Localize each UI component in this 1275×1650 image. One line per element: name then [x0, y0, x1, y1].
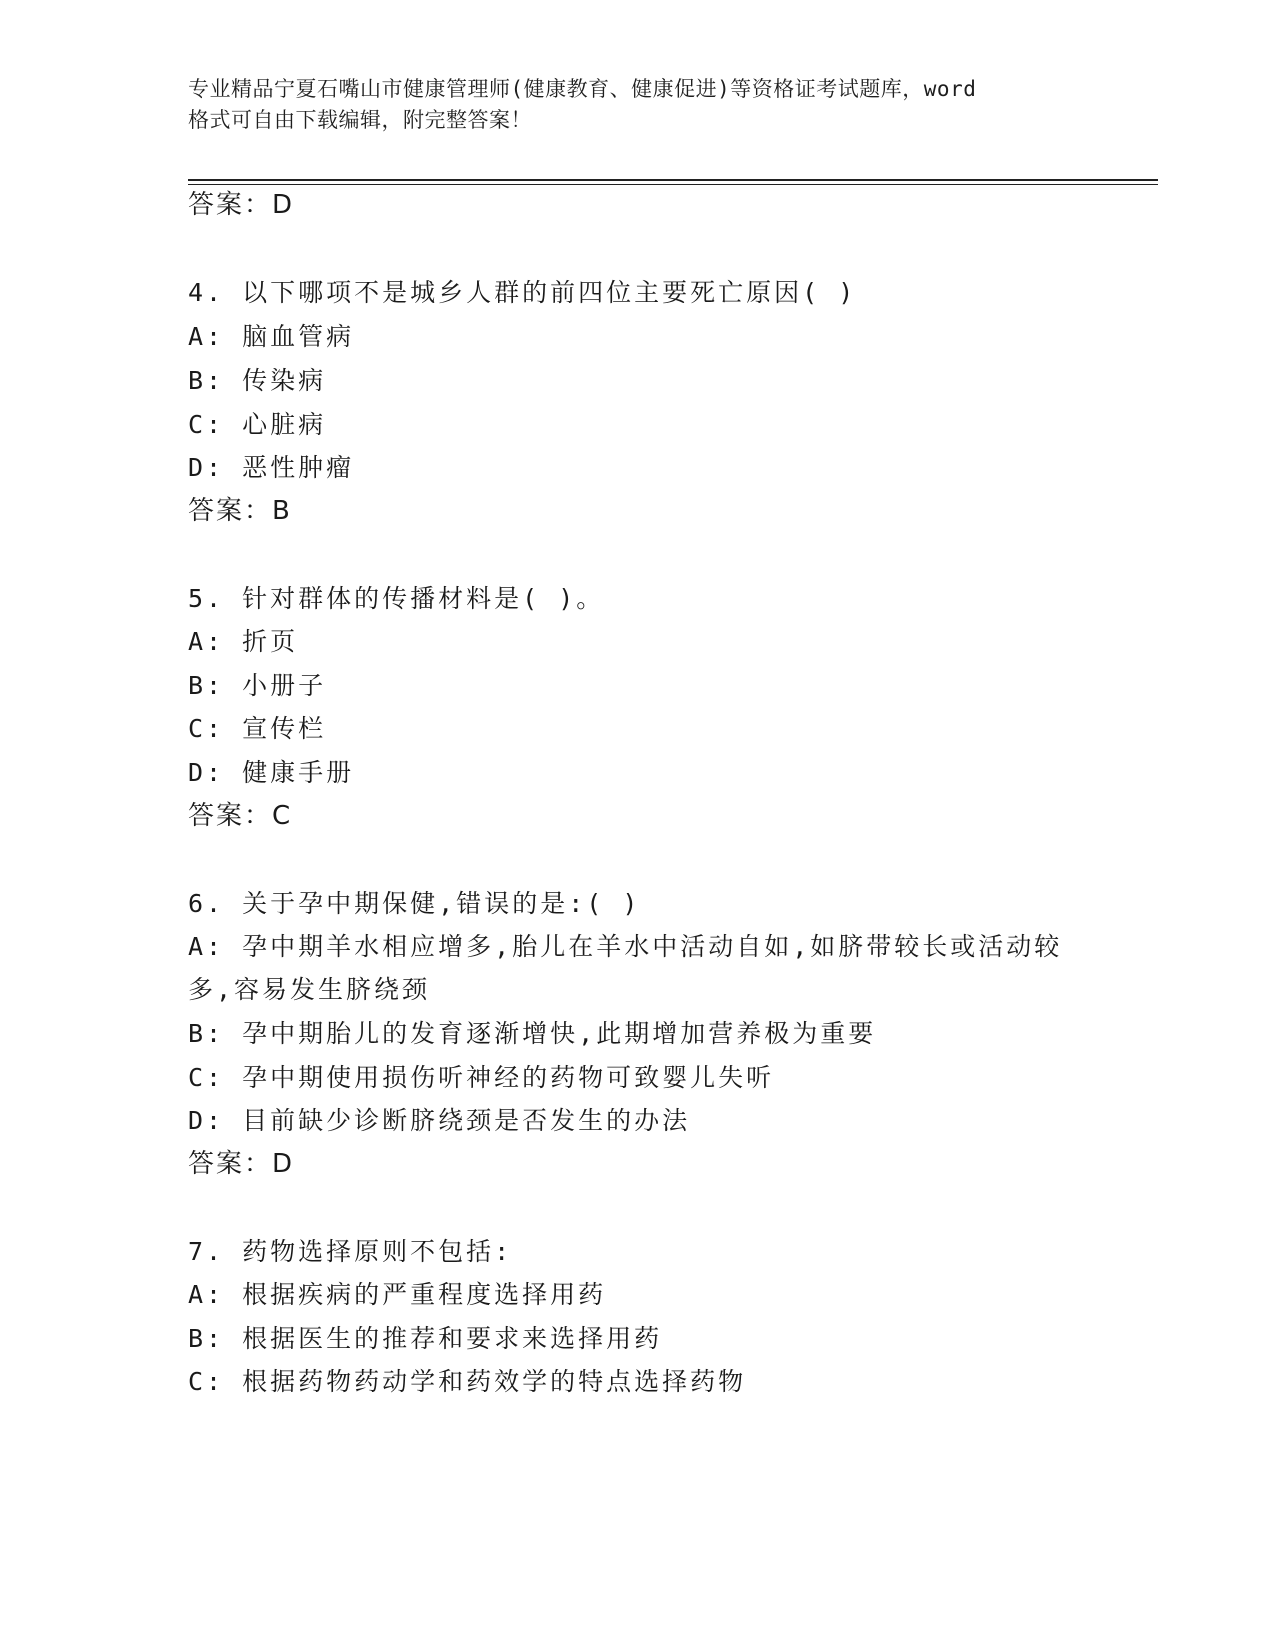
question-5-option-c: C: 宣传栏 — [188, 714, 327, 743]
header-divider-thin — [188, 184, 1158, 185]
question-6-option-d: D: 目前缺少诊断脐绕颈是否发生的办法 — [188, 1106, 691, 1135]
question-7-option-c: C: 根据药物药动学和药效学的特点选择药物 — [188, 1367, 747, 1396]
header-line-2: 格式可自由下载编辑，附完整答案！ — [188, 108, 532, 132]
question-4-option-b: B: 传染病 — [188, 366, 327, 395]
question-6-option-a-continued: 多,容易发生脐绕颈 — [188, 975, 431, 1004]
question-4-answer: 答案：B — [188, 496, 292, 526]
question-4-option-a: A: 脑血管病 — [188, 322, 355, 351]
question-5-answer: 答案：C — [188, 801, 293, 831]
question-6-stem: 6. 关于孕中期保健,错误的是:( ) — [188, 889, 641, 918]
question-5-option-a: A: 折页 — [188, 627, 299, 656]
question-6-option-b: B: 孕中期胎儿的发育逐渐增快,此期增加营养极为重要 — [188, 1019, 877, 1048]
question-4-stem: 4. 以下哪项不是城乡人群的前四位主要死亡原因( ) — [188, 278, 857, 307]
header-divider — [188, 179, 1158, 181]
question-5-stem: 5. 针对群体的传播材料是( )。 — [188, 584, 605, 613]
header-line-1: 专业精品宁夏石嘴山市健康管理师(健康教育、健康促进)等资格证考试题库，word — [188, 77, 977, 101]
document-header — [188, 74, 1108, 136]
question-5-option-b: B: 小册子 — [188, 671, 327, 700]
question-4-option-d: D: 恶性肿瘤 — [188, 453, 355, 482]
question-7-stem: 7. 药物选择原则不包括: — [188, 1237, 513, 1266]
question-5-option-d: D: 健康手册 — [188, 758, 355, 787]
question-6-option-c: C: 孕中期使用损伤听神经的药物可致婴儿失听 — [188, 1063, 775, 1092]
question-4-option-c: C: 心脏病 — [188, 410, 327, 439]
question-7-option-b: B: 根据医生的推荐和要求来选择用药 — [188, 1324, 663, 1353]
question-6-option-a: A: 孕中期羊水相应增多,胎儿在羊水中活动自如,如脐带较长或活动较 — [188, 932, 1063, 961]
previous-answer: 答案：D — [188, 190, 295, 220]
question-6-answer: 答案：D — [188, 1149, 295, 1179]
question-7-option-a: A: 根据疾病的严重程度选择用药 — [188, 1280, 607, 1309]
